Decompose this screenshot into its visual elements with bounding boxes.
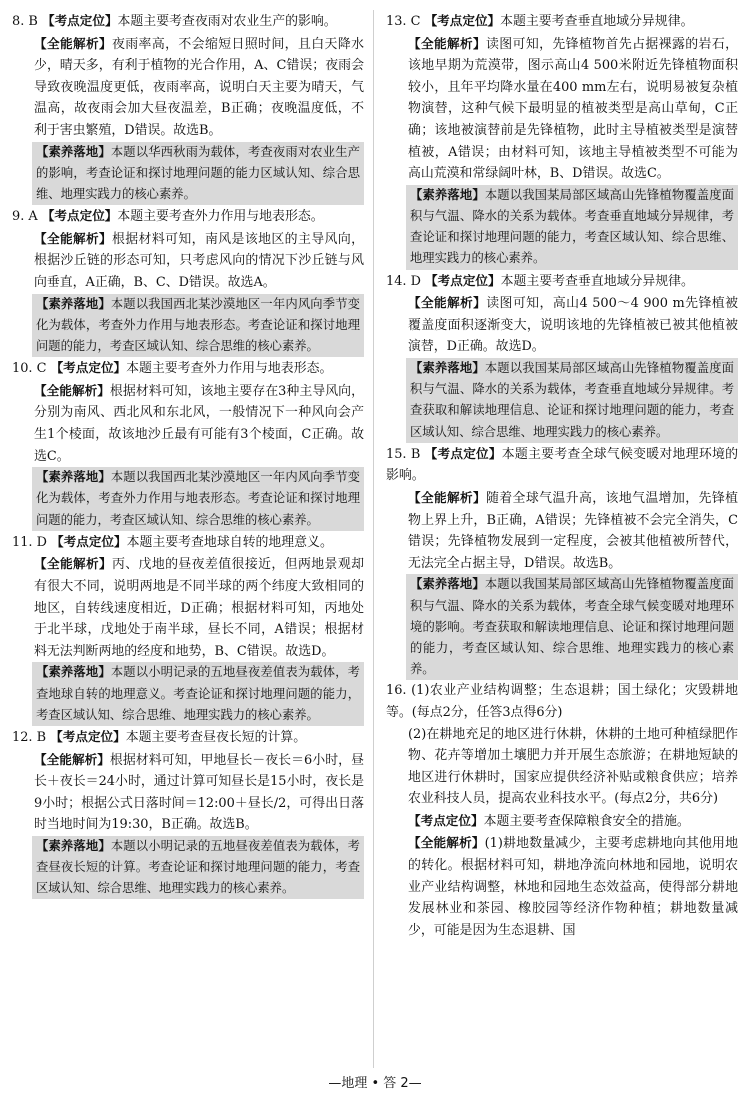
q16-analysis [386,832,738,941]
q12-point [12,726,364,749]
q15-literacy-box [406,574,738,680]
q11-lit-text: 本题以小明记录的五地昼夜差值表为载体，考查地球自转的地理意义。考查论证和探讨地理问题的能力，考查区域认知、综合思维、地理实践力的核心素养。 [36,665,360,722]
q12-lit-tag: 【素养落地】 [36,838,111,853]
q14-point-tag: 【考点定位】 [425,272,501,288]
q10-analysis [12,380,364,467]
q16-ana-text: (1)耕地数量减少，主要考虑耕地向其他用地的转化。根据材料可知，耕地净流向林地和园地，说明农业产业结构调整，林地和园地生态效益高，使得部分耕地发展林业和茶园、橡胶园等经济作物种植；耕地数量减少，可能是因为生态退耕、国 [408,836,739,938]
q10-ana-text: 根据材料可知，该地主要存在3种主导风向，分别为南风、西北风和东北风，一般情况下一种风向会产生1个棱面，故该地沙丘最有可能有3个棱面，C正确。故选C。 [34,383,365,464]
question-16 [386,680,738,941]
q9-lit-text: 本题以我国西北某沙漠地区一年内风向季节变化为载体，考查外力作用与地表形态。考查论证和探讨地理问题的能力，考查区域认知、综合思维的核心素养。 [36,296,360,353]
q8-ana-tag: 【全能解析】 [34,35,112,51]
q11-lit-tag: 【素养落地】 [36,665,111,680]
q9-ana-tag: 【全能解析】 [34,230,112,246]
q11-ana-tag: 【全能解析】 [34,556,112,572]
question-14 [386,270,738,443]
question-15 [386,443,738,681]
right-column [386,10,738,941]
q13-ana-text: 读图可知，先锋植物首先占据裸露的岩石，该地早期为荒漠带，图示高山4 500米附近先锋植物面积较小，且年平均降水量在400 mm左右，说明易被复杂植物演替，这种气候下最明显的植被类型是高山草甸，C正确；该地被演替前是先锋植物，此时主导植被类型是演替植被，A错误；由材料可知，该地主导植被类型不可能为高山荒漠和常绿阔叶林，B、D错误。故选C。 [408,36,739,182]
q10-lit-text: 本题以我国西北某沙漠地区一年内风向季节变化为载体，考查外力作用与地表形态。考查论证和探讨地理问题的能力，考查区域认知、综合思维的核心素养。 [36,470,360,527]
question-9 [12,205,364,357]
q9-point-text: 本题主要考查外力作用与地表形态。 [117,209,324,225]
q11-point-tag: 【考点定位】 [51,533,127,549]
q9-ana-text: 根据材料可知，南风是该地区的主导风向，根据沙丘链的形态可知，只考虑风向的情况下沙丘链与风向垂直，A正确，B、C、D错误。故选A。 [34,231,365,290]
q9-point [12,205,364,228]
q13-lit-tag: 【素养落地】 [410,187,485,202]
q12-lit-text: 本题以小明记录的五地昼夜差值表为载体，考查昼夜长短的计算。考查论证和探讨地理问题的能力，考查区域认知、综合思维、地理实践力的核心素养。 [36,838,360,896]
q8-point-tag: 【考点定位】 [41,13,118,28]
q14-point [386,270,738,293]
question-13 [386,10,738,270]
q8-point [12,10,364,33]
q10-point-text: 本题主要考查外力作用与地表形态。 [126,361,333,377]
q12-literacy-box [32,836,364,900]
q10-number: 10. C [12,361,51,377]
q13-point [386,10,738,33]
q11-ana-text: 丙、戊地的昼夜差值很接近，但两地景观却有很大不同，说明两地是不同半球的两个纬度大致相同的地区，自转线速度相近，D正确；根据材料可知，丙地处于北半球，戊地处于南半球，昼长不同，A错误；根据材料无法判断两地的经度和地势，B、C错误。故选D。 [34,557,365,659]
column-divider [373,10,374,1068]
q13-literacy-box [406,185,738,270]
q15-number: 15. B [386,446,425,462]
q14-literacy-box [406,358,738,443]
q10-point-tag: 【考点定位】 [50,360,127,376]
q8-ana-text: 夜雨率高，不会缩短日照时间，且白天降水少，晴天多，有利于植物的光合作用，A、C错误；夜雨会导致夜晚温度更低，夜雨率高，说明白天主要为晴天，气温高，故夜雨会加大昼夜温差，B正确；夜晚温度低，不利于害虫繁殖，D错误。故选B。 [34,36,365,138]
q13-lit-text: 本题以我国某局部区域高山先锋植物覆盖度面积与气温、降水的关系为载体。考查垂直地域分异规律，考查论证和探讨地理问题的能力，考查区域认知、综合思维、地理实践力的核心素养。 [410,187,734,266]
q9-lit-tag: 【素养落地】 [36,296,111,311]
q15-ana-text: 随着全球气温升高，该地气温增加，先锋植物上界上升，B正确，A错误；先锋植被不会完全消失，C错误；先锋植物发展到一定程度，会被其他植被所替代，无法完全占据主导，D错误。故选B。 [408,490,739,571]
q8-analysis [12,33,364,142]
q16-ana-tag: 【全能解析】 [408,835,485,851]
q12-ana-text: 根据材料可知，甲地昼长－夜长＝6小时，昼长＋夜长＝24小时，通过计算可知昼长是15小时，夜长是9小时；根据公式日落时间＝12:00＋昼长/2，可得出日落时当地时间为19:30，B正确。故选B。 [34,752,365,833]
q15-lit-text: 本题以我国某局部区域高山先锋植物覆盖度面积与气温、降水的关系为载体，考查全球气候变暖对地理环境的影响。考查获取和解读地理信息、论证和探讨地理问题的能力，考查区域认知、综合思维、地理实践力的核心素养。 [410,577,734,677]
q10-point [12,357,364,380]
q15-point-text: 本题主要考查全球气候变暖对地理环境的影响。 [386,446,739,484]
q15-point [386,443,738,487]
q11-analysis [12,553,364,662]
q10-ana-tag: 【全能解析】 [34,382,110,398]
q12-point-text: 本题主要考查昼夜长短的计算。 [125,729,307,745]
q8-literacy-box [32,142,364,206]
q8-lit-text: 本题以华西秋雨为载体，考查夜雨对农业生产的影响，考查论证和探讨地理问题的能力区域认知、综合思维、地理实践力的核心素养。 [36,144,360,201]
q10-literacy-box [32,467,364,531]
q16-point [386,810,738,833]
q16-a1-text: (1)农业产业结构调整；生态退耕；国土绿化；灾毁耕地等。(每点2分，任答3点得6分) [386,683,738,720]
q16-answer-1 [386,680,738,723]
q16-number: 16. [386,683,412,699]
q9-analysis [12,228,364,294]
q13-point-tag: 【考点定位】 [424,13,501,28]
q14-ana-text: 读图可知，高山4 500～4 900 m先锋植被覆盖度面积逐渐变大，说明该地的先锋植被已被其他植被演替，D正确。故选D。 [408,296,738,355]
q11-point-text: 本题主要考查地球自转的地理意义。 [126,534,333,550]
q10-lit-tag: 【素养落地】 [36,470,111,485]
q9-literacy-box [32,294,364,358]
q13-point-text: 本题主要考查垂直地域分异规律。 [500,14,694,29]
page-footer: —地理 • 答 2— [328,1076,422,1091]
q11-point [12,531,364,554]
q15-lit-tag: 【素养落地】 [410,577,485,592]
q13-ana-tag: 【全能解析】 [408,35,486,51]
q9-number: 9. A [12,209,42,225]
q15-point-tag: 【考点定位】 [424,445,502,461]
q12-number: 12. B [12,729,51,745]
q12-analysis [12,749,364,836]
q11-number: 11. D [12,534,52,550]
q14-point-text: 本题主要考查垂直地域分异规律。 [500,273,694,289]
q12-point-tag: 【考点定位】 [50,728,126,744]
question-11 [12,531,364,726]
q14-lit-text: 本题以我国某局部区域高山先锋植物覆盖度面积与气温、降水的关系为载体，考查垂直地域分异规律。考查获取和解读地理信息、论证和探讨地理问题的能力，考查区域认知、综合思维、地理实践力的核心素养。 [410,360,734,439]
q8-number: 8. B [12,14,42,29]
q13-analysis [386,33,738,185]
q12-ana-tag: 【全能解析】 [34,751,110,767]
q8-lit-tag: 【素养落地】 [36,144,111,159]
q15-ana-tag: 【全能解析】 [408,489,486,505]
q9-point-tag: 【考点定位】 [41,208,118,224]
question-8 [12,10,364,205]
q8-point-text: 本题主要考查夜雨对农业生产的影响。 [117,14,337,29]
q13-number: 13. C [386,14,425,29]
question-10 [12,357,364,531]
q14-lit-tag: 【素养落地】 [410,360,485,375]
q11-literacy-box [32,662,364,726]
q16-answer-2: (2)在耕地充足的地区进行休耕，休耕的土地可种植绿肥作物、花卉等增加土壤肥力并开展生态旅游；在耕地短缺的地区进行休耕时，国家应提供经济补贴或粮食供应；培养农业科技人员，提高农业科技水平。(每点2分，共6分) [408,726,738,807]
q15-analysis [386,487,738,574]
q16-point-text: 本题主要考查保障粮食安全的措施。 [483,813,690,829]
left-column [12,10,364,899]
question-12 [12,726,364,900]
q14-analysis [386,292,738,358]
q14-ana-tag: 【全能解析】 [408,295,487,311]
q16-point-tag: 【考点定位】 [408,812,484,828]
q14-number: 14. D [386,273,426,289]
